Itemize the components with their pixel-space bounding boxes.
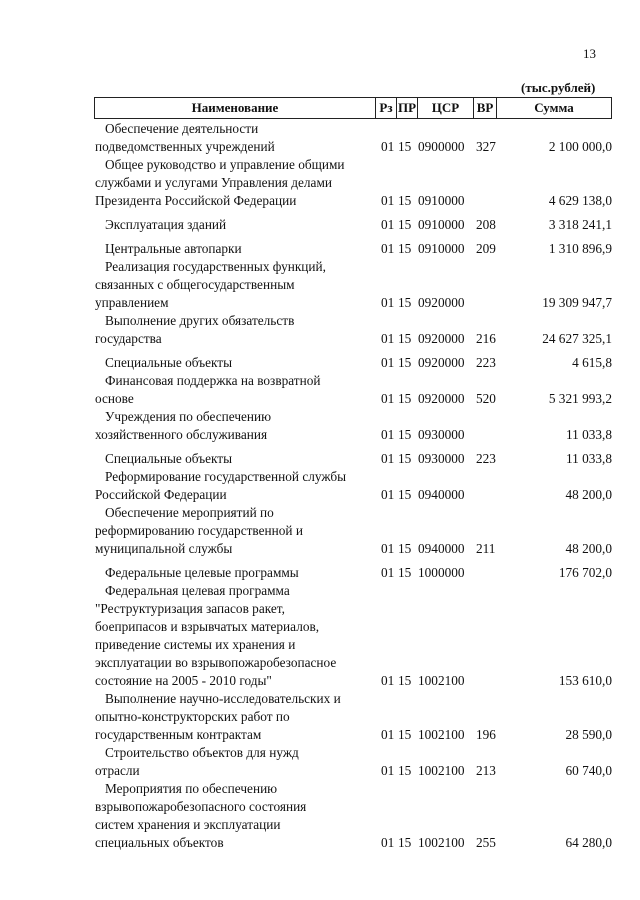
row-codes bbox=[381, 834, 506, 852]
row-rz: 01 bbox=[381, 331, 395, 346]
row-amount: 64 280,0 bbox=[565, 835, 612, 850]
row-name-line: Общее руководство и управление общими bbox=[105, 157, 345, 172]
row-rz: 01 bbox=[381, 763, 395, 778]
row-codes bbox=[381, 450, 506, 468]
row-csr: 0920000 bbox=[418, 391, 465, 406]
row-pr: 15 bbox=[398, 295, 412, 310]
row-name-line: эксплуатации во взрывопожаробезопасное bbox=[95, 655, 337, 670]
row-name-line: управлением bbox=[95, 295, 169, 310]
row-rz: 01 bbox=[381, 139, 395, 154]
row-name-line: состояние на 2005 - 2010 годы" bbox=[95, 673, 272, 688]
row-amount: 1 310 896,9 bbox=[548, 241, 612, 256]
row-csr: 0930000 bbox=[418, 451, 465, 466]
row-codes bbox=[381, 330, 506, 348]
row-name-line: реформированию государственной и bbox=[95, 523, 303, 538]
row-amount: 11 033,8 bbox=[565, 427, 612, 442]
row-csr: 0930000 bbox=[418, 427, 465, 442]
row-pr: 15 bbox=[398, 139, 412, 154]
row-name-line: опытно-конструкторских работ по bbox=[95, 709, 290, 724]
row-name bbox=[95, 156, 375, 210]
row-csr: 0920000 bbox=[418, 355, 465, 370]
row-name-line: Выполнение других обязательств bbox=[105, 313, 295, 328]
row-codes bbox=[381, 138, 506, 156]
row-codes bbox=[381, 486, 506, 504]
row-name-line: Мероприятия по обеспечению bbox=[105, 781, 278, 796]
row-codes bbox=[381, 564, 506, 582]
row-rz: 01 bbox=[381, 451, 395, 466]
table-row bbox=[0, 564, 640, 582]
row-csr: 1002100 bbox=[418, 673, 465, 688]
table-row bbox=[0, 354, 640, 372]
row-codes bbox=[381, 540, 506, 558]
row-name-line: Строительство объектов для нужд bbox=[105, 745, 299, 760]
row-csr: 0900000 bbox=[418, 139, 465, 154]
row-name-line: Федеральные целевые программы bbox=[105, 565, 299, 580]
row-name-line: Финансовая поддержка на возвратной bbox=[105, 373, 321, 388]
row-pr: 15 bbox=[398, 193, 412, 208]
row-pr: 15 bbox=[398, 835, 412, 850]
row-rz: 01 bbox=[381, 217, 395, 232]
row-name-line: Российской Федерации bbox=[95, 487, 227, 502]
row-name-line: приведение системы их хранения и bbox=[95, 637, 296, 652]
row-name-line: основе bbox=[95, 391, 134, 406]
row-codes bbox=[381, 192, 506, 210]
table-row bbox=[0, 372, 640, 408]
row-pr: 15 bbox=[398, 217, 412, 232]
row-name-line: Специальные объекты bbox=[105, 451, 233, 466]
row-csr: 0920000 bbox=[418, 295, 465, 310]
row-rz: 01 bbox=[381, 541, 395, 556]
row-name bbox=[95, 312, 375, 348]
row-amount: 153 610,0 bbox=[558, 673, 612, 688]
row-name-line: службами и услугами Управления делами bbox=[95, 175, 332, 190]
row-vr: 255 bbox=[476, 835, 496, 850]
row-name bbox=[95, 468, 375, 504]
row-name-line: систем хранения и эксплуатации bbox=[95, 817, 281, 832]
header-csr: ЦСР bbox=[418, 98, 474, 118]
row-rz: 01 bbox=[381, 487, 395, 502]
row-csr: 1000000 bbox=[418, 565, 465, 580]
row-pr: 15 bbox=[398, 673, 412, 688]
row-vr: 208 bbox=[476, 217, 496, 232]
row-name bbox=[95, 408, 375, 444]
row-csr: 0940000 bbox=[418, 541, 465, 556]
row-vr: 211 bbox=[476, 541, 496, 556]
header-sum: Сумма bbox=[534, 100, 574, 115]
table-row bbox=[0, 744, 640, 780]
row-amount: 4 615,8 bbox=[572, 355, 612, 370]
row-amount: 48 200,0 bbox=[565, 541, 612, 556]
table-row bbox=[0, 408, 640, 444]
row-name-line: "Реструктуризация запасов ракет, bbox=[95, 601, 285, 616]
row-pr: 15 bbox=[398, 763, 412, 778]
row-name bbox=[95, 582, 375, 690]
row-name bbox=[95, 450, 375, 468]
table-row bbox=[0, 156, 640, 210]
row-amount: 4 629 138,0 bbox=[548, 193, 612, 208]
row-codes bbox=[381, 240, 506, 258]
row-rz: 01 bbox=[381, 565, 395, 580]
table-row bbox=[0, 780, 640, 852]
row-name-line: Реформирование государственной службы bbox=[105, 469, 347, 484]
row-rz: 01 bbox=[381, 673, 395, 688]
row-codes bbox=[381, 762, 506, 780]
table-row bbox=[0, 258, 640, 312]
row-name-line: подведомственных учреждений bbox=[95, 139, 275, 154]
row-name-line: связанных с общегосударственным bbox=[95, 277, 295, 292]
row-codes bbox=[381, 390, 506, 408]
row-name-line: муниципальной службы bbox=[95, 541, 233, 556]
row-name bbox=[95, 564, 375, 582]
row-name-line: Эксплуатация зданий bbox=[105, 217, 227, 232]
table-row bbox=[0, 312, 640, 348]
row-name-line: Центральные автопарки bbox=[105, 241, 242, 256]
row-pr: 15 bbox=[398, 427, 412, 442]
row-name bbox=[95, 216, 375, 234]
row-csr: 0920000 bbox=[418, 331, 465, 346]
row-name-line: Федеральная целевая программа bbox=[105, 583, 290, 598]
row-codes bbox=[381, 672, 506, 690]
row-name-line: Учреждения по обеспечению bbox=[105, 409, 272, 424]
row-csr: 1002100 bbox=[418, 835, 465, 850]
row-rz: 01 bbox=[381, 391, 395, 406]
row-rz: 01 bbox=[381, 295, 395, 310]
row-name-line: специальных объектов bbox=[95, 835, 224, 850]
row-name bbox=[95, 504, 375, 558]
row-pr: 15 bbox=[398, 241, 412, 256]
row-vr: 209 bbox=[476, 241, 496, 256]
row-name-line: государственным контрактам bbox=[95, 727, 262, 742]
table-row bbox=[0, 216, 640, 234]
row-vr: 327 bbox=[476, 139, 496, 154]
table-row bbox=[0, 240, 640, 258]
row-name-line: государства bbox=[95, 331, 162, 346]
row-name-line: взрывопожаробезопасного состояния bbox=[95, 799, 307, 814]
row-codes bbox=[381, 426, 506, 444]
row-name-line: Президента Российской Федерации bbox=[95, 193, 297, 208]
row-amount: 176 702,0 bbox=[558, 565, 612, 580]
table-row bbox=[0, 504, 640, 558]
row-name-line: Обеспечение деятельности bbox=[105, 121, 259, 136]
row-name-line: Выполнение научно-исследовательских и bbox=[105, 691, 341, 706]
row-csr: 0910000 bbox=[418, 193, 465, 208]
header-pr: ПР bbox=[397, 98, 418, 118]
row-rz: 01 bbox=[381, 727, 395, 742]
row-name bbox=[95, 258, 375, 312]
row-name-line: Специальные объекты bbox=[105, 355, 233, 370]
row-vr: 520 bbox=[476, 391, 496, 406]
header-vr: ВР bbox=[474, 98, 497, 118]
row-name-line: Обеспечение мероприятий по bbox=[105, 505, 274, 520]
row-vr: 213 bbox=[476, 763, 496, 778]
header-name: Наименование bbox=[95, 98, 376, 118]
table-row bbox=[0, 450, 640, 468]
budget-table bbox=[0, 120, 640, 852]
row-name bbox=[95, 744, 375, 780]
row-amount: 2 100 000,0 bbox=[548, 139, 612, 154]
row-name bbox=[95, 240, 375, 258]
row-pr: 15 bbox=[398, 451, 412, 466]
row-name-line: Реализация государственных функций, bbox=[105, 259, 326, 274]
row-name bbox=[95, 354, 375, 372]
row-vr: 223 bbox=[476, 451, 496, 466]
row-name-line: хозяйственного обслуживания bbox=[95, 427, 268, 442]
row-amount: 11 033,8 bbox=[565, 451, 612, 466]
row-amount: 28 590,0 bbox=[565, 727, 612, 742]
row-amount: 3 318 241,1 bbox=[548, 217, 612, 232]
row-amount: 19 309 947,7 bbox=[542, 295, 612, 310]
row-pr: 15 bbox=[398, 487, 412, 502]
table-row bbox=[0, 120, 640, 156]
row-pr: 15 bbox=[398, 727, 412, 742]
row-codes bbox=[381, 726, 506, 744]
row-name-line: боеприпасов и взрывчатых материалов, bbox=[95, 619, 320, 634]
row-name bbox=[95, 372, 375, 408]
row-rz: 01 bbox=[381, 355, 395, 370]
units-label: (тыс.рублей) bbox=[521, 80, 596, 95]
row-name bbox=[95, 690, 375, 744]
table-row bbox=[0, 582, 640, 690]
row-codes bbox=[381, 354, 506, 372]
row-rz: 01 bbox=[381, 835, 395, 850]
row-amount: 60 740,0 bbox=[565, 763, 612, 778]
row-pr: 15 bbox=[398, 565, 412, 580]
table-row bbox=[0, 468, 640, 504]
row-pr: 15 bbox=[398, 541, 412, 556]
row-rz: 01 bbox=[381, 193, 395, 208]
page-number: 13 bbox=[583, 46, 596, 61]
header-rz: Рз bbox=[376, 98, 397, 118]
row-csr: 0910000 bbox=[418, 241, 465, 256]
row-rz: 01 bbox=[381, 427, 395, 442]
row-vr: 223 bbox=[476, 355, 496, 370]
row-pr: 15 bbox=[398, 331, 412, 346]
row-csr: 1002100 bbox=[418, 763, 465, 778]
row-codes bbox=[381, 216, 506, 234]
row-amount: 24 627 325,1 bbox=[542, 331, 612, 346]
row-pr: 15 bbox=[398, 355, 412, 370]
row-rz: 01 bbox=[381, 241, 395, 256]
row-codes bbox=[381, 294, 506, 312]
row-csr: 1002100 bbox=[418, 727, 465, 742]
row-csr: 0940000 bbox=[418, 487, 465, 502]
row-name-line: отрасли bbox=[95, 763, 140, 778]
row-name bbox=[95, 780, 375, 852]
row-vr: 216 bbox=[476, 331, 496, 346]
row-amount: 48 200,0 bbox=[565, 487, 612, 502]
row-pr: 15 bbox=[398, 391, 412, 406]
row-vr: 196 bbox=[476, 727, 496, 742]
row-name bbox=[95, 120, 375, 156]
table-row bbox=[0, 690, 640, 744]
table-header bbox=[94, 97, 612, 119]
row-amount: 5 321 993,2 bbox=[548, 391, 612, 406]
row-csr: 0910000 bbox=[418, 217, 465, 232]
